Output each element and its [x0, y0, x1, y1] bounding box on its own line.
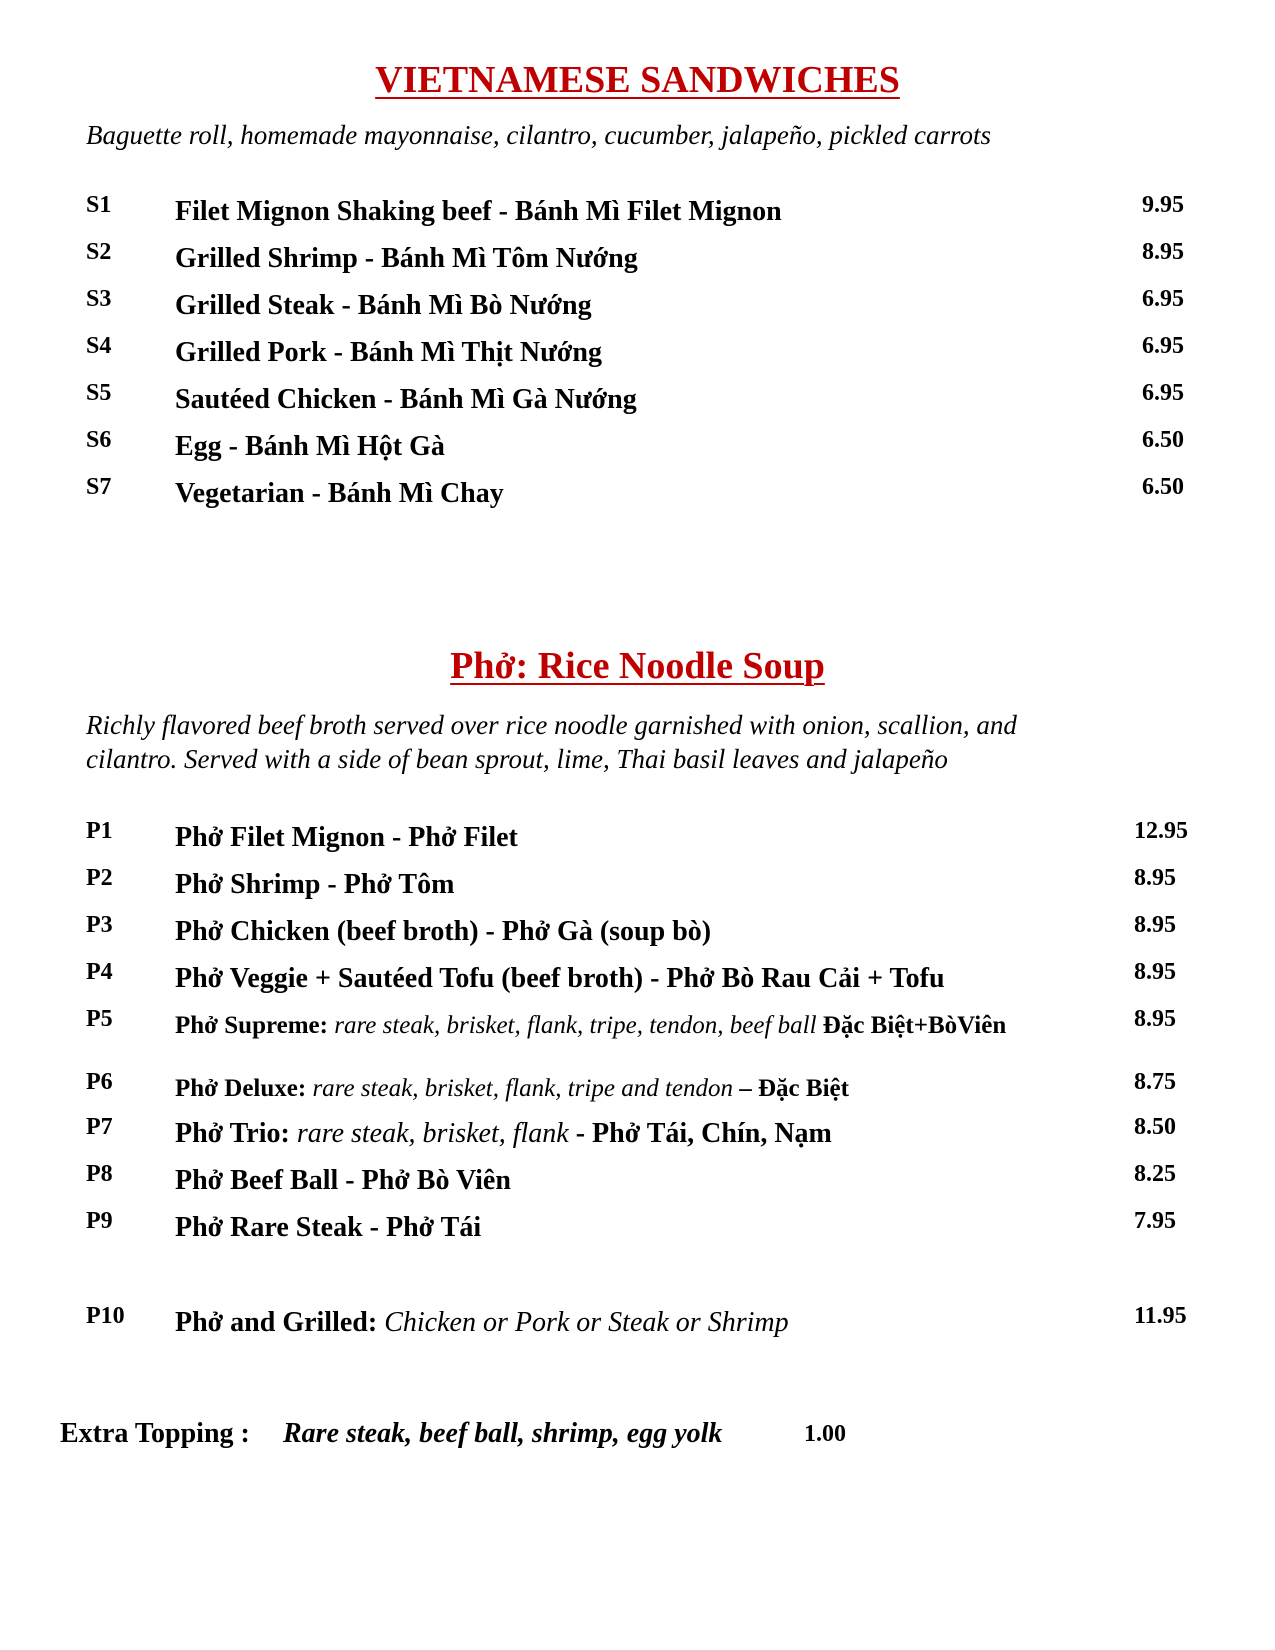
item-price: 8.95 [1134, 865, 1176, 891]
menu-item-s7 [0, 474, 1275, 514]
item-code: P5 [86, 1006, 113, 1032]
item-detail: rare steak, brisket, flank, tripe and tendon [312, 1075, 733, 1102]
item-name: Filet Mignon Shaking beef - Bánh Mì Filet Mignon [175, 196, 782, 227]
extra-topping-items: Rare steak, beef ball, shrimp, egg yolk [283, 1418, 723, 1449]
item-detail: rare steak, brisket, flank, tripe, tendon, beef ball [334, 1012, 817, 1039]
pho-description [86, 708, 1206, 776]
item-code: S4 [86, 333, 112, 359]
item-code: S7 [86, 474, 112, 500]
item-price: 11.95 [1134, 1303, 1187, 1329]
item-price: 6.95 [1142, 380, 1184, 406]
item-suffix: Đặc Biệt+BòViên [822, 1012, 1007, 1039]
item-price: 8.95 [1134, 959, 1176, 985]
menu-item-p5 [0, 1006, 1275, 1046]
item-name: Phở Chicken (beef broth) - Phở Gà (soup bò) [175, 916, 712, 947]
item-suffix: – Đặc Biệt [739, 1075, 849, 1102]
item-name: Phở Beef Ball - Phở Bò Viên [175, 1165, 511, 1196]
item-price: 6.95 [1142, 333, 1184, 359]
item-name: Egg - Bánh Mì Hột Gà [175, 431, 445, 462]
item-price: 8.75 [1134, 1069, 1176, 1095]
sandwiches-title: VIETNAMESE SANDWICHES [375, 59, 900, 101]
menu-item-p4 [0, 959, 1275, 999]
extra-topping-price: 1.00 [804, 1421, 846, 1447]
item-code: S3 [86, 286, 112, 312]
item-price: 9.95 [1142, 192, 1184, 218]
pho-description-line: Richly flavored beef broth served over rice noodle garnished with onion, scallion, and [86, 710, 1017, 740]
menu-item-p6 [0, 1069, 1275, 1109]
menu-item-s3 [0, 286, 1275, 326]
item-price: 6.95 [1142, 286, 1184, 312]
item-code: P9 [86, 1208, 113, 1234]
item-code: S6 [86, 427, 112, 453]
item-name [175, 1118, 832, 1150]
menu-item-p10 [0, 1303, 1275, 1343]
item-name: Grilled Shrimp - Bánh Mì Tôm Nướng [175, 243, 638, 274]
item-name: Phở Shrimp - Phở Tôm [175, 869, 455, 900]
item-price: 12.95 [1134, 818, 1188, 844]
menu-item-s2 [0, 239, 1275, 279]
menu-item-p2 [0, 865, 1275, 905]
item-code: P10 [86, 1303, 125, 1329]
item-price: 8.95 [1142, 239, 1184, 265]
item-name [175, 1307, 789, 1339]
item-code: S5 [86, 380, 112, 406]
item-name: Phở Veggie + Sautéed Tofu (beef broth) - Phở Bò Rau Cải + Tofu [175, 963, 945, 994]
item-name: Grilled Steak - Bánh Mì Bò Nướng [175, 290, 592, 321]
item-price: 6.50 [1142, 427, 1184, 453]
item-price: 8.25 [1134, 1161, 1176, 1187]
item-code: S1 [86, 192, 112, 218]
menu-item-s1 [0, 192, 1275, 232]
menu-item-p7 [0, 1114, 1275, 1154]
item-name [175, 1012, 1006, 1040]
item-code: P7 [86, 1114, 113, 1140]
item-name-main: Phở Deluxe: [175, 1075, 307, 1102]
item-price: 7.95 [1134, 1208, 1176, 1234]
item-code: P6 [86, 1069, 113, 1095]
item-name: Grilled Pork - Bánh Mì Thịt Nướng [175, 337, 602, 368]
menu-item-s6 [0, 427, 1275, 467]
item-price: 6.50 [1142, 474, 1184, 500]
item-name-main: Phở Supreme: [175, 1012, 328, 1039]
item-price: 8.50 [1134, 1114, 1176, 1140]
item-code: P4 [86, 959, 113, 985]
item-name: Vegetarian - Bánh Mì Chay [175, 478, 504, 509]
item-name [175, 1075, 849, 1103]
item-name-main: Phở and Grilled: [175, 1307, 378, 1338]
extra-topping-label: Extra Topping : [60, 1418, 250, 1449]
item-code: P1 [86, 818, 113, 844]
item-name-main: Phở Trio: [175, 1118, 290, 1149]
item-name: Phở Rare Steak - Phở Tái [175, 1212, 482, 1243]
item-code: P3 [86, 912, 113, 938]
item-price: 8.95 [1134, 912, 1176, 938]
item-name: Phở Filet Mignon - Phở Filet [175, 822, 518, 853]
menu-item-s4 [0, 333, 1275, 373]
pho-description-line: cilantro. Served with a side of bean sprout, lime, Thai basil leaves and jalapeño [86, 744, 948, 774]
menu-item-p9 [0, 1208, 1275, 1248]
menu-item-s5 [0, 380, 1275, 420]
menu-item-p8 [0, 1161, 1275, 1201]
menu-item-p1 [0, 818, 1275, 858]
item-suffix: - Phở Tái, Chín, Nạm [575, 1118, 832, 1149]
item-detail: rare steak, brisket, flank [296, 1118, 569, 1149]
item-code: P2 [86, 865, 113, 891]
item-name: Sautéed Chicken - Bánh Mì Gà Nướng [175, 384, 637, 415]
pho-title: Phở: Rice Noodle Soup [450, 645, 825, 687]
extra-topping [60, 1418, 1060, 1458]
item-code: S2 [86, 239, 112, 265]
menu-item-p3 [0, 912, 1275, 952]
sandwiches-description: Baguette roll, homemade mayonnaise, cilantro, cucumber, jalapeño, pickled carrots [86, 120, 992, 150]
item-code: P8 [86, 1161, 113, 1187]
item-price: 8.95 [1134, 1006, 1176, 1032]
item-detail: Chicken or Pork or Steak or Shrimp [384, 1307, 789, 1338]
